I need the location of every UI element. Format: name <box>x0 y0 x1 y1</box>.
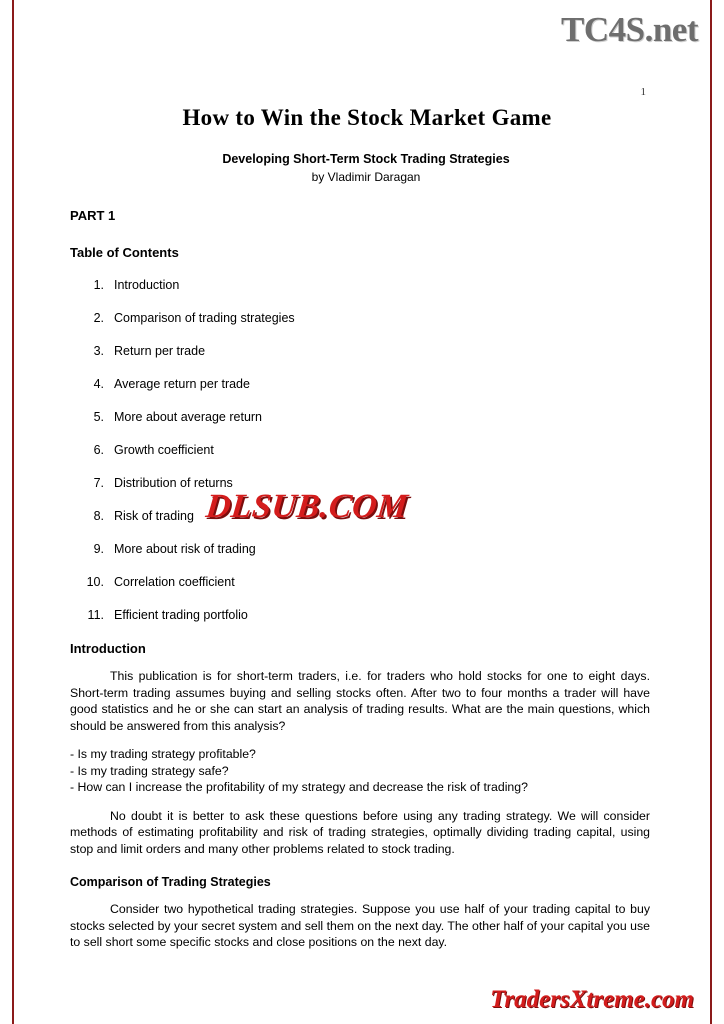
watermark-center: DLSUB.COM <box>204 488 410 525</box>
list-item-number: 1. <box>93 278 104 292</box>
page-author: by Vladimir Daragan <box>311 170 421 184</box>
list-item-label: More about average return <box>114 410 263 424</box>
list-item-number: 2. <box>93 311 104 325</box>
list-item-label: Average return per trade <box>114 377 250 391</box>
list-item-number: 5. <box>93 410 104 424</box>
list-item <box>70 575 650 589</box>
table-of-contents-list <box>70 278 650 622</box>
list-item-number: 9. <box>93 542 104 556</box>
page-title: How to Win the Stock Market Game <box>182 105 552 130</box>
comparison-paragraph <box>70 901 650 951</box>
list-item-label: More about risk of trading <box>114 542 256 556</box>
list-item <box>70 410 650 424</box>
introduction-paragraph <box>70 668 650 734</box>
list-item-label: Distribution of returns <box>114 476 233 490</box>
list-item-number: 11. <box>87 608 104 622</box>
paragraph-text: Consider two hypothetical trading strategies. Suppose you use half of your trading capital to buy stocks selected by your secret system and sell them on the next day. The other half of your capital you use to sell short some specific stocks and close positions on the next day. <box>70 902 650 949</box>
list-item <box>70 377 650 391</box>
list-item <box>70 278 650 292</box>
introduction-heading: Introduction <box>70 641 146 656</box>
list-item-number: 4. <box>93 377 104 391</box>
list-item <box>70 311 650 325</box>
questions-list <box>70 746 650 796</box>
paragraph-text: No doubt it is better to ask these questions before using any trading strategy. We will consider methods of estimating profitability and risk of trading strategies, optimally dividing trading capital, using stop and limit orders and many other problems related to stock trading. <box>70 808 650 856</box>
list-item-label: Comparison of trading strategies <box>114 311 295 325</box>
paragraph-text: This publication is for short-term traders, i.e. for traders who hold stocks for one to eight days. Short-term trading assumes buying and selling stocks often. After two to four months a trader will have good statistics and he or she can start an analysis of trading results. What are the main questions, which should be answered from this analysis? <box>70 669 650 733</box>
question-item: - Is my trading strategy safe? <box>70 763 229 778</box>
list-item-number: 7. <box>93 476 104 490</box>
page-subtitle: Developing Short-Term Stock Trading Strategies <box>222 152 510 166</box>
list-item-number: 3. <box>93 344 104 358</box>
introduction-paragraph-2 <box>70 808 650 858</box>
comparison-heading: Comparison of Trading Strategies <box>70 875 271 889</box>
list-item <box>70 608 650 622</box>
list-item <box>70 542 650 556</box>
list-item-label: Efficient trading portfolio <box>114 608 248 622</box>
watermark-bottom-right: TradersXtreme.com <box>490 986 694 1013</box>
document-content <box>70 208 650 963</box>
watermark-top-right: TC4S.net <box>561 10 698 49</box>
list-item-label: Risk of trading <box>114 509 194 523</box>
page-number: 1 <box>640 86 646 98</box>
list-item-label: Introduction <box>114 278 180 292</box>
list-item-label: Correlation coefficient <box>114 575 235 589</box>
list-item <box>70 344 650 358</box>
part-label: PART 1 <box>70 208 116 223</box>
table-of-contents-heading: Table of Contents <box>70 245 179 260</box>
list-item <box>70 443 650 457</box>
list-item-number: 6. <box>93 443 104 457</box>
list-item-label: Return per trade <box>114 344 206 358</box>
list-item-number: 10. <box>86 575 104 589</box>
list-item-number: 8. <box>93 509 104 523</box>
question-item: - How can I increase the profitability of my strategy and decrease the risk of trading? <box>70 780 528 794</box>
list-item-label: Growth coefficient <box>114 443 214 457</box>
question-item: - Is my trading strategy profitable? <box>70 747 256 761</box>
